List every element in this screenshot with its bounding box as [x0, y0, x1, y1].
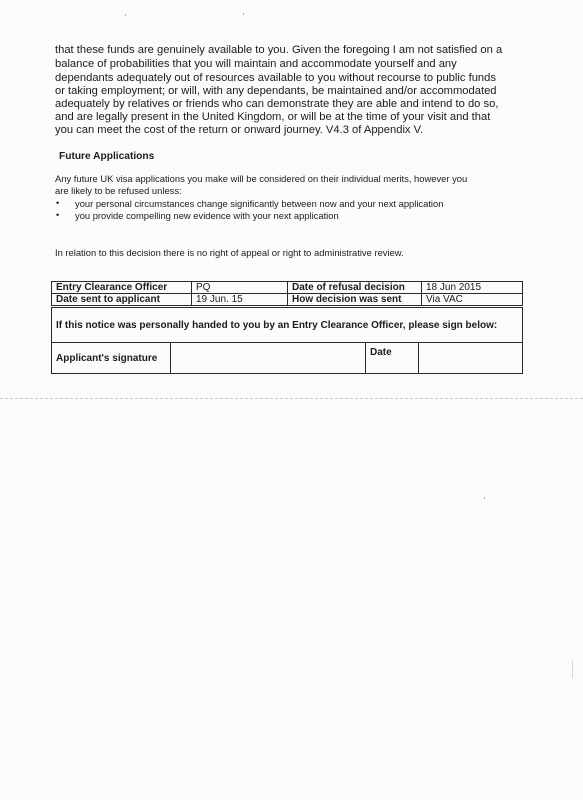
- bullet-icon: •: [56, 209, 60, 220]
- sent-date-label: Date sent to applicant: [52, 294, 192, 306]
- paragraph-line: or taking employment; or will, with any dependants, be maintained and/or accommodated: [55, 85, 497, 97]
- table-row: [52, 282, 523, 294]
- sent-date-value: 19 Jun. 15: [192, 294, 288, 306]
- signature-field[interactable]: [171, 343, 366, 374]
- intro-line: Any future UK visa applications you make will be considered on their individual merits, however you: [55, 173, 468, 184]
- refusal-date-label: Date of refusal decision: [288, 282, 422, 294]
- list-item: [55, 210, 525, 222]
- scan-speck: [125, 14, 126, 16]
- paragraph-line: balance of probabilities that you will maintain and accommodate yourself and any: [55, 58, 457, 70]
- paragraph-line: you can meet the cost of the return or onward journey. V4.3 of Appendix V.: [55, 124, 424, 136]
- future-applications-heading: Future Applications: [59, 151, 155, 162]
- scan-speck: [572, 660, 573, 678]
- table-row: [52, 294, 523, 306]
- list-item-text: you provide compelling new evidence with your next application: [75, 209, 339, 221]
- method-value: Via VAC: [422, 294, 523, 306]
- officer-label: Entry Clearance Officer: [52, 282, 192, 294]
- paragraph-line: dependants adequately out of resources available to you without recourse to public funds: [55, 72, 496, 84]
- bullet-icon: •: [56, 198, 60, 208]
- paragraph-line: and are legally present in the United Kingdom, or will be at the time of your visit and that: [55, 111, 491, 123]
- date-field[interactable]: [419, 343, 523, 374]
- date-label: Date: [366, 343, 419, 374]
- signature-table: [51, 307, 523, 374]
- scan-speck: [243, 13, 244, 15]
- intro-line: are likely to be refused unless:: [55, 185, 182, 196]
- decision-details-table: [51, 281, 523, 306]
- refusal-conditions-list: [55, 198, 525, 222]
- paragraph-line: adequately by relatives or friends who can demonstrate they are able and intend to do so,: [55, 98, 499, 110]
- method-label: How decision was sent: [288, 294, 422, 306]
- signature-label: Applicant's signature: [52, 343, 171, 374]
- scan-fold-line: [0, 398, 583, 399]
- scan-speck: [484, 497, 485, 499]
- officer-value: PQ: [192, 282, 288, 294]
- list-item-text: your personal circumstances change significantly between now and your next application: [75, 198, 444, 209]
- paragraph-line: that these funds are genuinely available to you. Given the foregoing I am not satisfied on a: [55, 44, 503, 56]
- appeal-statement: In relation to this decision there is no right of appeal or right to administrative review.: [55, 247, 404, 258]
- list-item: [55, 198, 525, 210]
- table-row: [52, 343, 523, 374]
- table-row: [52, 308, 523, 343]
- refusal-date-value: 18 Jun 2015: [422, 282, 523, 294]
- signature-notice: If this notice was personally handed to you by an Entry Clearance Officer, please sign below:: [52, 308, 523, 343]
